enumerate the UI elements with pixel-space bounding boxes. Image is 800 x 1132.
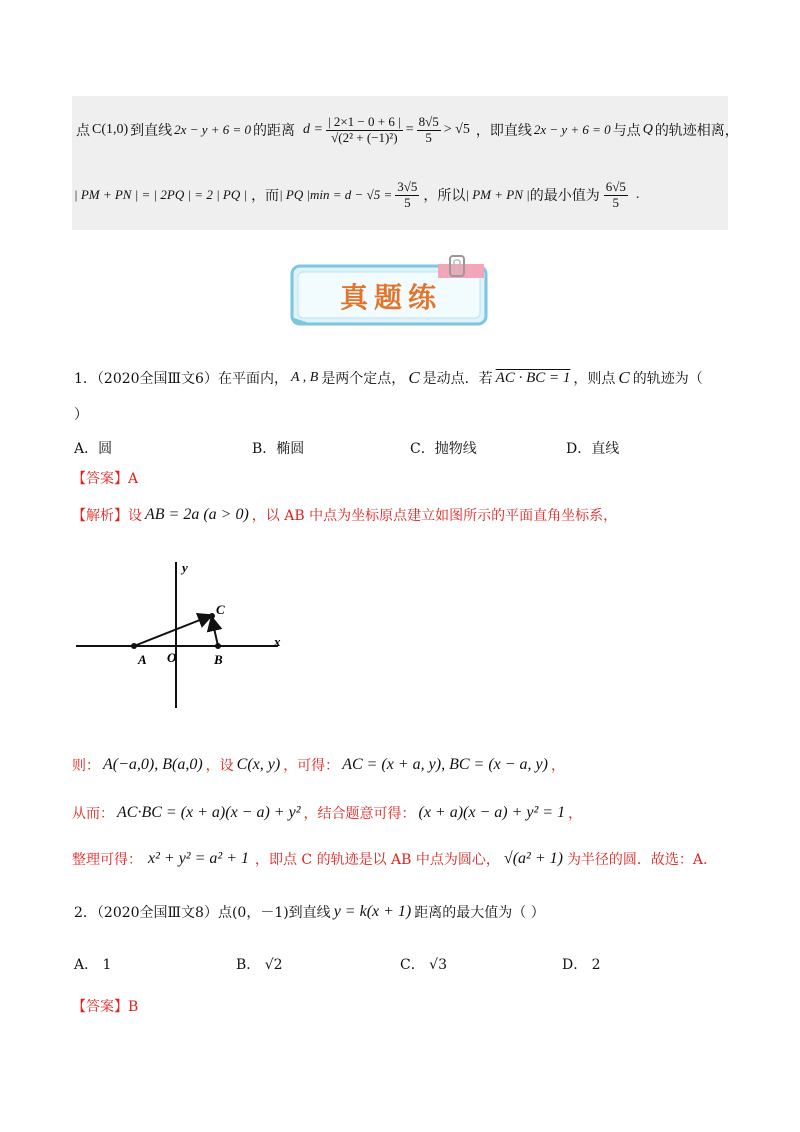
- text: ，可得：: [283, 758, 340, 774]
- text: ，结合题意可得：: [303, 806, 416, 822]
- q2-stem: [74, 898, 545, 926]
- label-c: C: [216, 602, 225, 617]
- text: 2．（2020全国Ⅲ文8）点(0，－1)到直线: [74, 905, 331, 921]
- text: 与点: [612, 123, 641, 139]
- fraction-distance: [326, 115, 403, 146]
- denominator: √(2² + (−1)²): [331, 129, 398, 145]
- denominator: 5: [425, 129, 432, 145]
- period: .: [635, 187, 640, 202]
- text: ，设: [205, 758, 234, 774]
- numerator: 3√5: [397, 178, 418, 194]
- q1-organize: [72, 844, 708, 874]
- text: ，: [568, 806, 583, 822]
- text: 则：: [72, 758, 100, 774]
- section-banner: [288, 252, 494, 332]
- label-y: y: [182, 560, 188, 575]
- math-c: C: [408, 368, 420, 387]
- text: ，则点: [573, 371, 616, 387]
- q1-thus: [72, 798, 582, 828]
- math-ab-eq: AB = 2a (a > 0): [145, 506, 249, 523]
- numerator: 8√5: [418, 113, 439, 129]
- point-a: [131, 643, 137, 649]
- q2-answer: [72, 996, 138, 1016]
- vector-bc: [212, 619, 218, 646]
- math-vectors: AC = (x + a, y), BC = (x − a, y): [342, 756, 548, 773]
- text: 是两个定点，: [321, 371, 406, 387]
- math-vector-sum: | PM + PN | = | 2PQ | = 2 | PQ |: [74, 187, 248, 202]
- q2-choice-b: B． √2: [236, 957, 283, 973]
- label-o: O: [167, 650, 177, 665]
- math-eq: (x + a)(x − a) + y² = 1: [418, 804, 566, 821]
- text: 为半径的圆．故选：A.: [566, 852, 708, 868]
- q1-stem-close: ）: [74, 407, 88, 423]
- math-eq: =: [405, 122, 414, 137]
- text: 1．（2020全国Ⅲ文6）在平面内，: [74, 371, 288, 387]
- point-b: [215, 643, 221, 649]
- math-ab: A , B: [290, 370, 319, 385]
- banner-title: 真题练: [339, 281, 442, 314]
- fraction-min: [395, 180, 419, 211]
- q2-choice-c: C． √3: [400, 957, 447, 973]
- text: 是动点．若: [422, 371, 493, 387]
- label-b: B: [214, 652, 223, 667]
- math-c: C(x, y): [236, 756, 281, 773]
- label-x: x: [274, 634, 281, 649]
- text: 设: [128, 508, 142, 524]
- q2-choice-a: A． 1: [74, 957, 112, 973]
- text: ，所以: [423, 188, 466, 204]
- solution-line-2: [74, 176, 639, 214]
- text: ，而: [251, 188, 280, 204]
- point-c: [209, 613, 215, 619]
- answer-tag: 【答案】: [72, 999, 128, 1015]
- q2-choice-d: D． 2: [562, 957, 601, 973]
- text: 的轨迹为（: [632, 371, 703, 387]
- math-c: C: [618, 368, 630, 387]
- numerator: 6√5: [605, 178, 626, 194]
- math-line: 2x − y + 6 = 0: [174, 122, 252, 137]
- q1-choice-c: C．抛物线: [410, 441, 477, 457]
- q1-then: [72, 750, 565, 780]
- q1-analysis: [72, 500, 617, 530]
- coordinate-figure: [72, 556, 292, 726]
- math-compare: > √5: [443, 122, 470, 137]
- text: 整理可得：: [72, 852, 142, 868]
- q1-choice-b: B．椭圆: [252, 441, 305, 457]
- q1-choice-d: D．直线: [566, 441, 620, 457]
- answer-value: A: [128, 471, 139, 487]
- vector-ac: [134, 616, 210, 646]
- text: ，即点 C 的轨迹是以 AB 中点为圆心，: [254, 852, 500, 868]
- math-condition: AC · BC = 1: [495, 369, 571, 386]
- math-dot: AC·BC = (x + a)(x − a) + y²: [117, 804, 301, 821]
- solution-line-1: [76, 112, 739, 148]
- text: 的距离: [253, 123, 296, 139]
- analysis-tag: 【解析】: [72, 508, 128, 524]
- text: ，以 AB 中点为坐标原点建立如图所示的平面直角坐标系，: [251, 508, 618, 524]
- math-line: 2x − y + 6 = 0: [533, 122, 611, 137]
- math-radius: √(a² + 1): [503, 850, 563, 867]
- text: ，即直线: [475, 123, 532, 139]
- fraction-answer: [604, 180, 628, 211]
- denominator: 5: [404, 194, 411, 210]
- math-min: | PQ |min = d − √5 =: [279, 187, 393, 202]
- text: 的最小值为: [529, 188, 600, 204]
- q1-answer: [72, 468, 138, 488]
- math-circle: x² + y² = a² + 1: [148, 850, 249, 867]
- answer-tag: 【答案】: [72, 471, 128, 487]
- math-vector-sum: | PM + PN |: [465, 187, 530, 202]
- q1-choice-a: A．圆: [74, 441, 113, 457]
- text: ，: [550, 758, 565, 774]
- q1-stem: [74, 364, 703, 392]
- numerator: | 2×1 − 0 + 6 |: [327, 113, 401, 129]
- text: 的轨迹相离，: [654, 123, 739, 139]
- math-points: A(−a,0), B(a,0): [103, 756, 203, 773]
- text: 距离的最大值为（ ）: [414, 905, 545, 921]
- answer-value: B: [128, 999, 139, 1015]
- text: 点: [76, 123, 90, 139]
- label-a: A: [138, 652, 147, 667]
- denominator: 5: [612, 194, 620, 210]
- math-q: Q: [642, 122, 653, 137]
- text: 到直线: [130, 123, 173, 139]
- math-point: C(1,0): [92, 122, 129, 137]
- math-line: y = k(x + 1): [333, 903, 412, 920]
- math-d: d =: [303, 122, 323, 137]
- text: 从而：: [72, 806, 114, 822]
- fraction-value: [417, 115, 441, 146]
